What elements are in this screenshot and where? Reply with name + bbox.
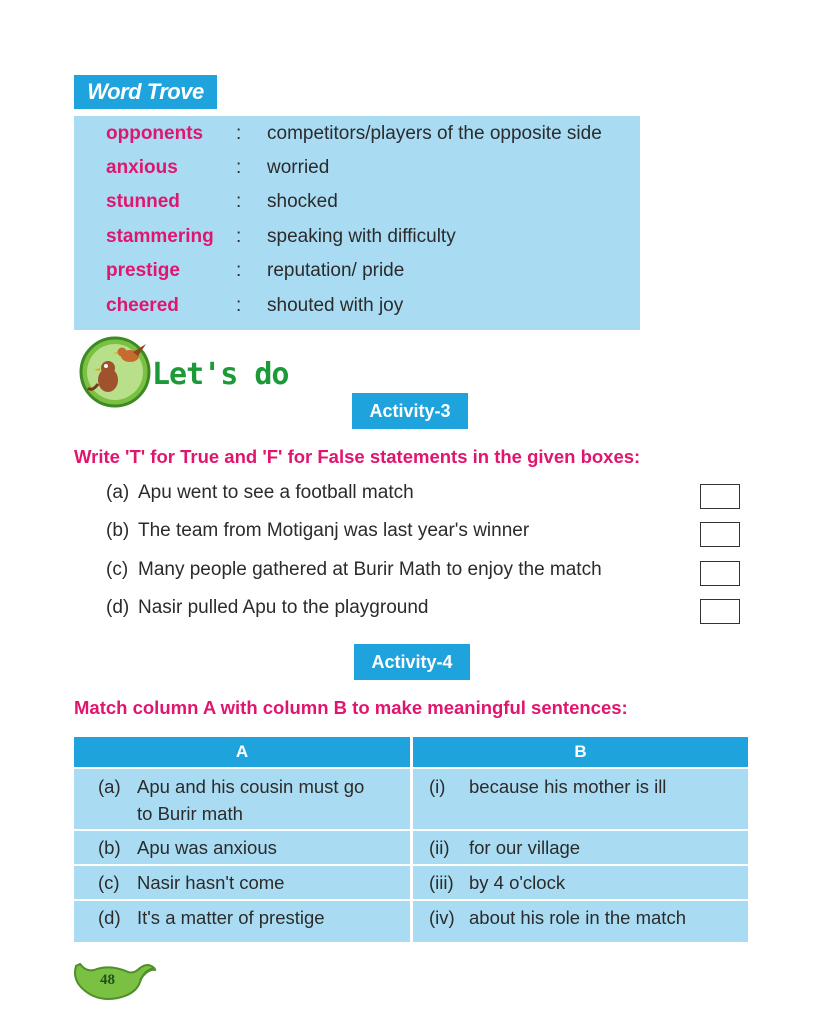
- separator-colon: :: [236, 260, 242, 281]
- page-number-badge: [70, 958, 160, 1002]
- row-label: (ii): [429, 837, 450, 858]
- row-label: (c): [98, 872, 120, 893]
- leaf-icon: [70, 958, 160, 1002]
- separator-colon: :: [236, 191, 242, 212]
- match-table: [74, 737, 748, 942]
- activity-3-badge: Activity-3: [352, 393, 468, 429]
- word-trove-box: [74, 116, 640, 330]
- row-label: (a): [98, 776, 121, 797]
- statement-label: (c): [106, 559, 129, 580]
- vocab-meaning: worried: [267, 157, 330, 178]
- statement-text: Many people gathered at Burir Math to enjoy the match: [138, 559, 602, 580]
- separator-colon: :: [236, 157, 242, 178]
- statement-label: (b): [106, 520, 130, 541]
- table-cell-b: [413, 866, 748, 899]
- row-text: It's a matter of prestige: [137, 907, 325, 928]
- row-label: (iii): [429, 872, 454, 893]
- table-cell-a: [74, 769, 410, 829]
- vocab-meaning: shocked: [267, 191, 338, 212]
- row-label: (d): [98, 907, 121, 928]
- word-trove-entry: [74, 289, 640, 323]
- table-cell-a: [74, 901, 410, 942]
- row-text: about his role in the match: [469, 907, 686, 928]
- table-cell-b: [413, 769, 748, 829]
- table-cell-b: [413, 831, 748, 864]
- vocab-word: prestige: [106, 260, 180, 281]
- vocab-word: cheered: [106, 295, 179, 316]
- birds-icon: [78, 334, 152, 408]
- page-number: 48: [100, 972, 115, 988]
- vocab-word: anxious: [106, 157, 178, 178]
- column-a-header: A: [74, 737, 410, 767]
- statement-label: (a): [106, 482, 130, 503]
- statement-text: Nasir pulled Apu to the playground: [138, 597, 429, 618]
- answer-box[interactable]: [700, 522, 740, 547]
- word-trove-title: Word Trove: [74, 75, 217, 109]
- vocab-meaning: speaking with difficulty: [267, 226, 456, 247]
- row-text: by 4 o'clock: [469, 872, 566, 893]
- row-text: Apu was anxious: [137, 837, 277, 858]
- row-text: because his mother is ill: [469, 776, 667, 797]
- activity-3-instruction: Write 'T' for True and 'F' for False statements in the given boxes:: [74, 446, 641, 467]
- lets-do-label: Let's do: [152, 357, 289, 392]
- statement-text: The team from Motiganj was last year's winner: [138, 520, 530, 541]
- answer-box[interactable]: [700, 561, 740, 586]
- row-label: (iv): [429, 907, 455, 928]
- statement-label: (d): [106, 597, 130, 618]
- activity-4-instruction: Match column A with column B to make meaningful sentences:: [74, 697, 628, 718]
- word-trove-entry: [74, 220, 640, 254]
- separator-colon: :: [236, 123, 242, 144]
- word-trove-entry: [74, 254, 640, 288]
- row-text-continued: to Burir math: [137, 803, 243, 824]
- table-cell-a: [74, 831, 410, 864]
- statement-item: [106, 482, 666, 508]
- statement-item: [106, 520, 666, 546]
- table-cell-b: [413, 901, 748, 942]
- answer-box[interactable]: [700, 484, 740, 509]
- vocab-meaning: competitors/players of the opposite side: [267, 123, 602, 144]
- separator-colon: :: [236, 295, 242, 316]
- separator-colon: :: [236, 226, 242, 247]
- word-trove-entry: [74, 185, 640, 219]
- vocab-word: opponents: [106, 123, 204, 144]
- statement-item: [106, 559, 666, 585]
- row-label: (i): [429, 776, 446, 797]
- row-text: Apu and his cousin must go: [137, 776, 365, 797]
- vocab-word: stunned: [106, 191, 180, 212]
- statement-item: [106, 597, 666, 623]
- row-label: (b): [98, 837, 121, 858]
- word-trove-entry: [74, 117, 640, 151]
- vocab-word: stammering: [106, 226, 214, 247]
- statement-text: Apu went to see a football match: [138, 482, 414, 503]
- row-text: Nasir hasn't come: [137, 872, 285, 893]
- column-b-header: B: [413, 737, 748, 767]
- vocab-meaning: shouted with joy: [267, 295, 404, 316]
- table-cell-a: [74, 866, 410, 899]
- vocab-meaning: reputation/ pride: [267, 260, 405, 281]
- row-text: for our village: [469, 837, 581, 858]
- word-trove-entry: [74, 151, 640, 185]
- answer-box[interactable]: [700, 599, 740, 624]
- activity-4-badge: Activity-4: [354, 644, 470, 680]
